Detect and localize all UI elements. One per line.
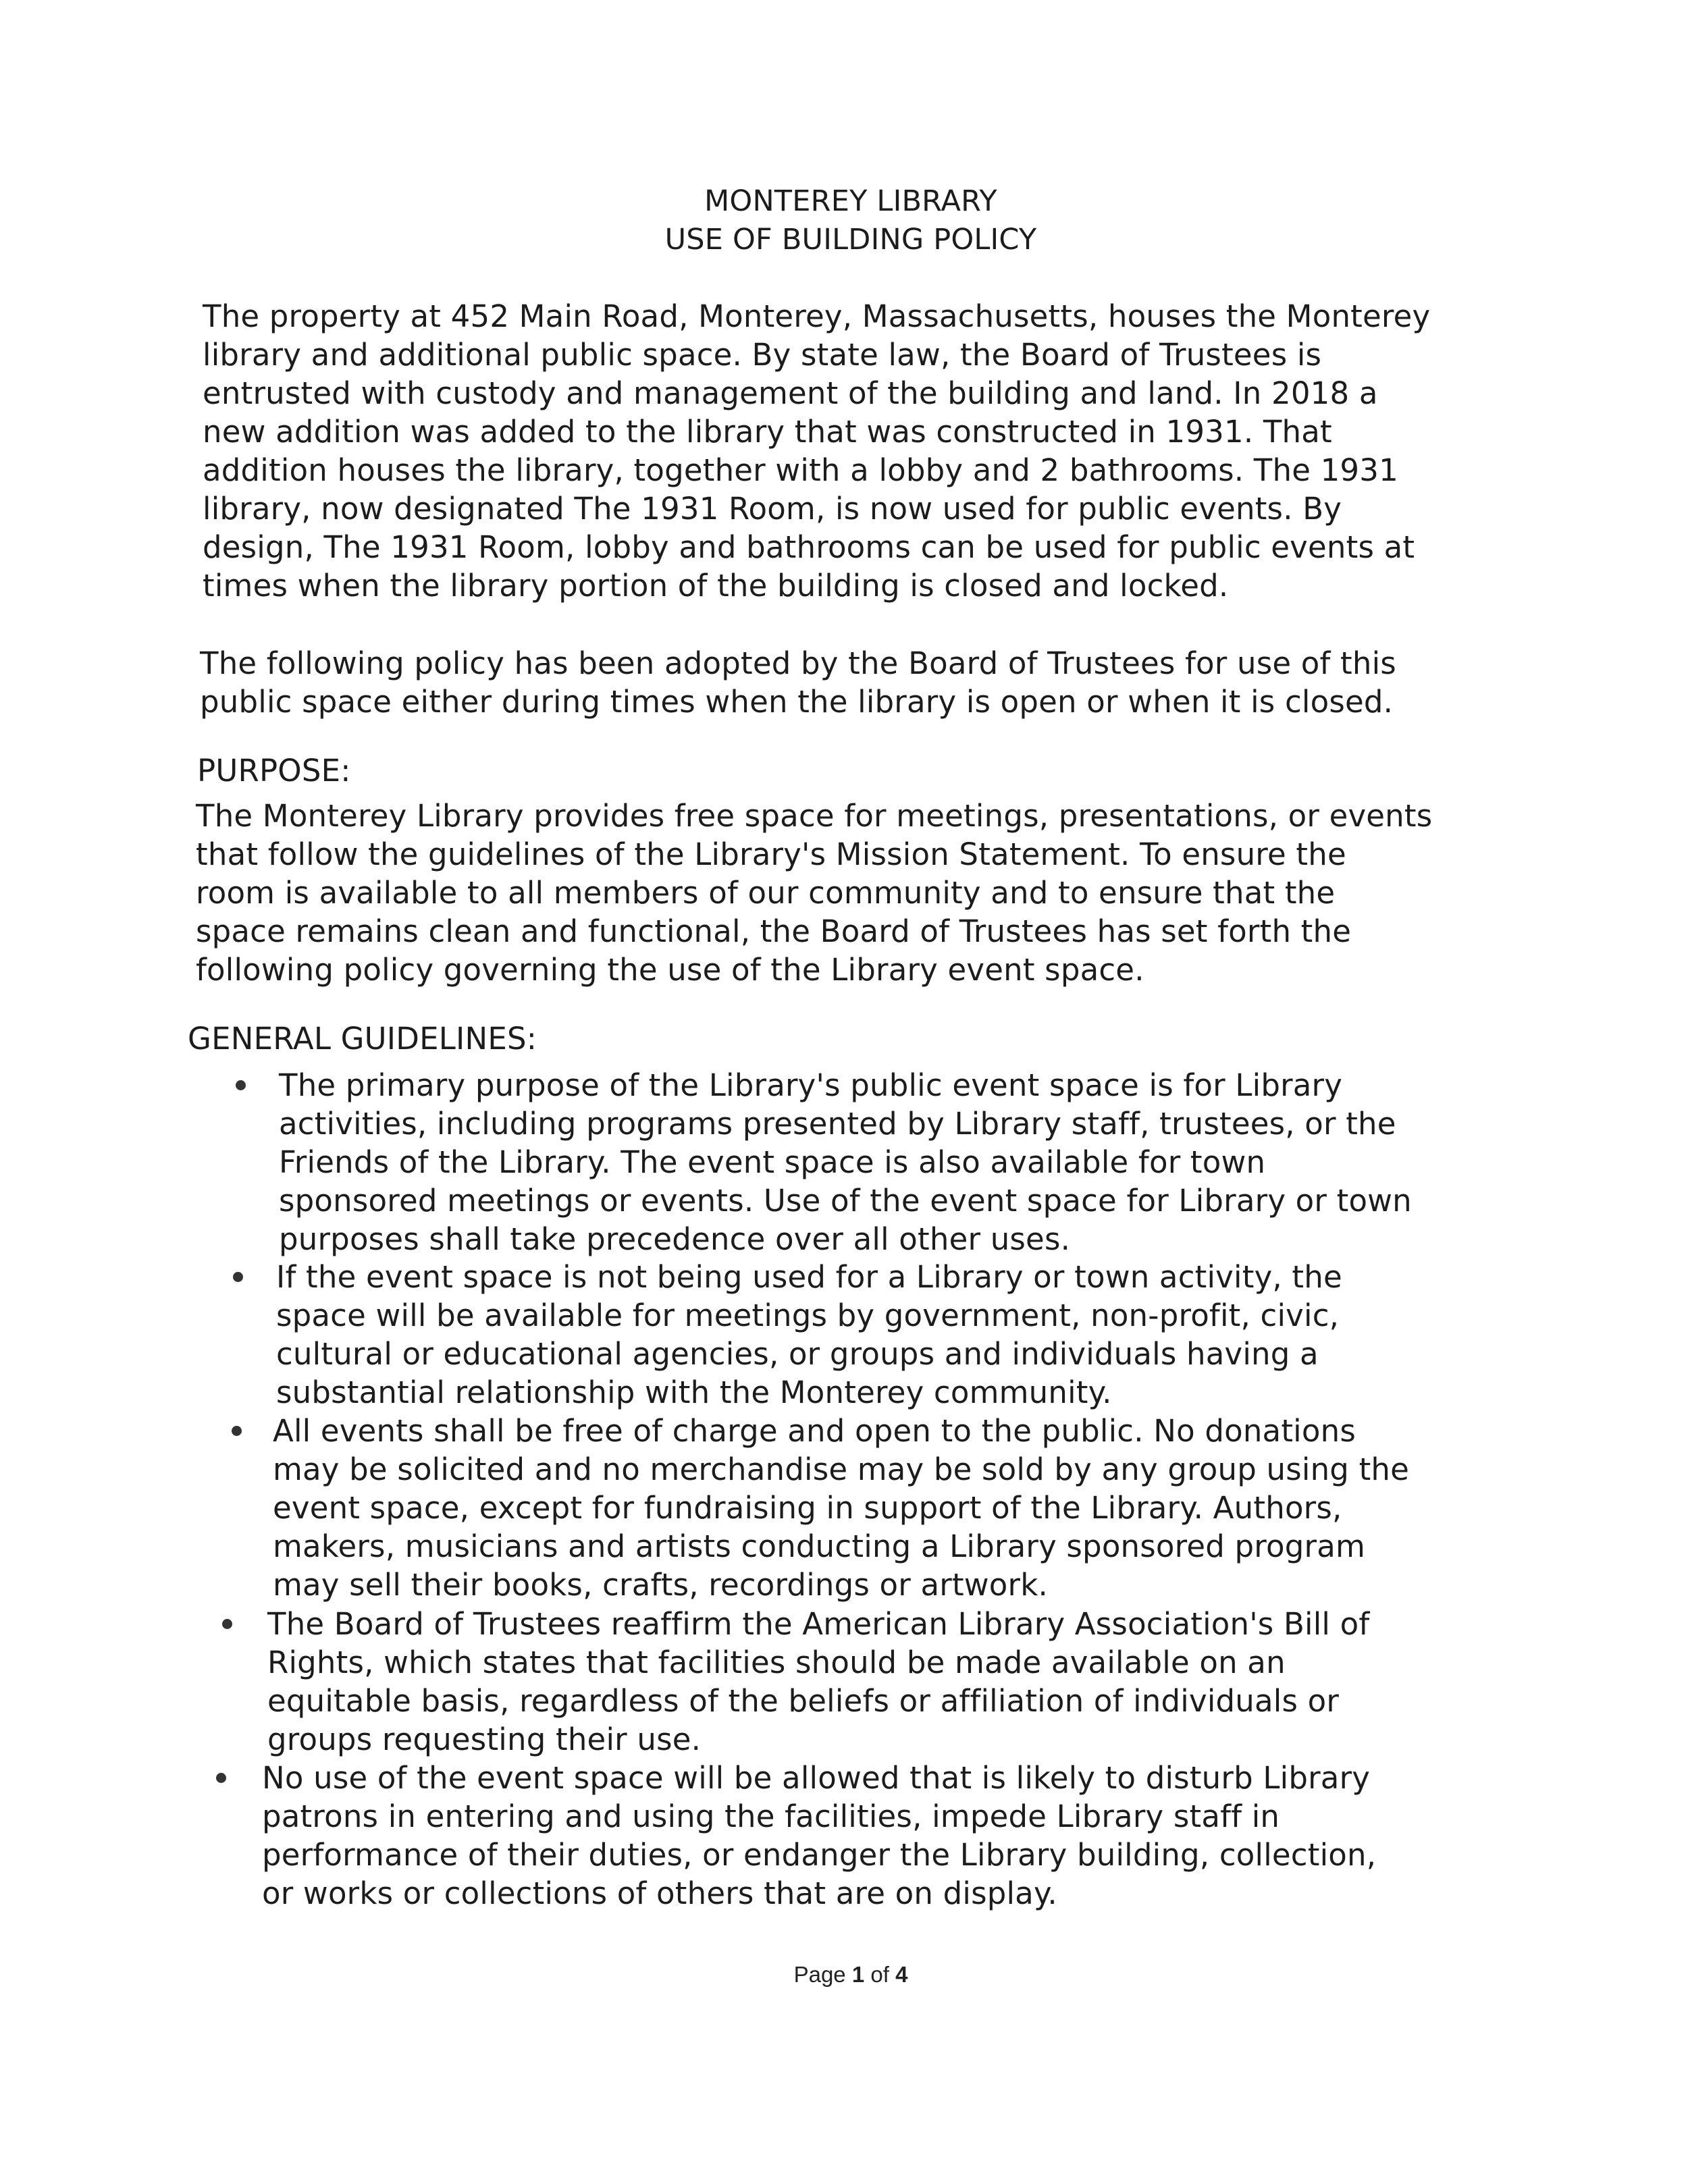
text-line: space remains clean and functional, the Board of Trustees has set forth the: [196, 913, 1352, 949]
text-line: public space either during times when the library is open or when it is closed.: [200, 684, 1394, 720]
guideline-item: [273, 1412, 1409, 1604]
text-line: space will be available for meetings by government, non-profit, civic,: [276, 1298, 1340, 1333]
page-footer: [0, 1962, 1688, 1988]
guideline-item: [279, 1066, 1412, 1258]
text-line: library, now designated The 1931 Room, is now used for public events. By: [203, 491, 1342, 527]
bullet-icon: [222, 1619, 232, 1629]
text-line: patrons in entering and using the facilities, impede Library staff in: [262, 1799, 1280, 1834]
bullet-icon: [232, 1426, 242, 1436]
guideline-item: [262, 1759, 1376, 1913]
guideline-item: [276, 1258, 1342, 1412]
text-line: Rights, which states that facilities should be made available on an: [267, 1645, 1286, 1680]
title-line-1: MONTEREY LIBRARY: [704, 184, 997, 218]
guidelines-heading: GENERAL GUIDELINES:: [188, 1021, 537, 1057]
page-number: 1: [851, 1962, 865, 1987]
text-line: groups requesting their use.: [267, 1722, 702, 1757]
text-line: may sell their books, crafts, recordings or artwork.: [273, 1567, 1048, 1603]
text-line: activities, including programs presented by Library staff, trustees, or the: [279, 1106, 1396, 1142]
text-line: library and additional public space. By state law, the Board of Trustees is: [203, 337, 1322, 373]
text-line: design, The 1931 Room, lobby and bathrooms can be used for public events at: [203, 529, 1415, 565]
text-line: All events shall be free of charge and open to the public. No donations: [273, 1413, 1356, 1449]
purpose-paragraph: [196, 797, 1432, 989]
page-label: Page: [793, 1962, 846, 1987]
bullet-icon: [236, 1080, 246, 1090]
text-line: entrusted with custody and management of the building and land. In 2018 a: [203, 375, 1378, 411]
text-line: following policy governing the use of the Library event space.: [196, 952, 1144, 988]
text-line: The Monterey Library provides free space for meetings, presentations, or events: [196, 798, 1433, 834]
text-line: or works or collections of others that are on display.: [262, 1875, 1057, 1911]
text-line: times when the library portion of the building is closed and locked.: [203, 568, 1229, 604]
text-line: new addition was added to the library that was constructed in 1931. That: [203, 414, 1332, 450]
text-line: room is available to all members of our community and to ensure that the: [196, 875, 1336, 911]
text-line: may be solicited and no merchandise may be sold by any group using the: [273, 1451, 1410, 1487]
text-line: substantial relationship with the Monterey community.: [276, 1375, 1112, 1410]
text-line: cultural or educational agencies, or groups and individuals having a: [276, 1336, 1319, 1372]
bullet-icon: [216, 1773, 226, 1783]
text-line: The primary purpose of the Library's public event space is for Library: [279, 1067, 1343, 1103]
text-line: performance of their duties, or endanger the Library building, collection,: [262, 1837, 1377, 1873]
text-line: makers, musicians and artists conducting a Library sponsored program: [273, 1528, 1365, 1564]
text-line: Friends of the Library. The event space is also available for town: [279, 1144, 1266, 1180]
of-label: of: [870, 1962, 889, 1987]
text-line: The property at 452 Main Road, Monterey, Massachusetts, houses the Monterey: [203, 298, 1431, 334]
purpose-heading: PURPOSE:: [197, 753, 351, 789]
text-line: purposes shall take precedence over all other uses.: [279, 1221, 1071, 1257]
text-line: addition houses the library, together with a lobby and 2 bathrooms. The 1931: [203, 452, 1398, 488]
adoption-paragraph: [200, 644, 1396, 721]
bullet-icon: [233, 1272, 243, 1282]
title-line-2: USE OF BUILDING POLICY: [664, 223, 1037, 257]
text-line: that follow the guidelines of the Library's Mission Statement. To ensure the: [196, 836, 1346, 872]
text-line: equitable basis, regardless of the beliefs or affiliation of individuals or: [267, 1683, 1340, 1719]
text-line: The Board of Trustees reaffirm the American Library Association's Bill of: [267, 1606, 1370, 1642]
text-line: If the event space is not being used for a Library or town activity, the: [276, 1259, 1342, 1295]
intro-paragraph: [203, 297, 1430, 605]
text-line: sponsored meetings or events. Use of the event space for Library or town: [279, 1183, 1412, 1219]
text-line: event space, except for fundraising in support of the Library. Authors,: [273, 1490, 1342, 1526]
text-line: The following policy has been adopted by the Board of Trustees for use of this: [200, 645, 1396, 681]
page-total: 4: [895, 1962, 908, 1987]
guideline-item: [267, 1605, 1369, 1759]
text-line: No use of the event space will be allowed that is likely to disturb Library: [262, 1760, 1371, 1796]
